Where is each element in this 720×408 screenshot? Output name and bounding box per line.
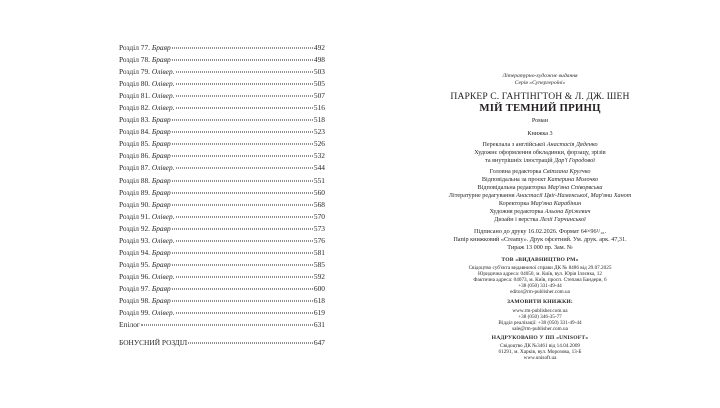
toc-chapter-number: Розділ 86. bbox=[119, 151, 150, 161]
corrector-line bbox=[412, 200, 668, 207]
toc-narrator: Олівер. bbox=[151, 235, 175, 245]
toc-row bbox=[119, 42, 325, 54]
toc-narrator: Браяр bbox=[151, 199, 171, 209]
toc-narrator: Олівер. bbox=[151, 308, 175, 318]
resp-editor-label: Відповідальна редакторка bbox=[477, 184, 547, 191]
toc-leader-dots bbox=[176, 216, 313, 217]
toc-leader-dots bbox=[176, 96, 313, 97]
toc-leader-dots bbox=[172, 156, 313, 157]
toc-narrator: Олівер. bbox=[151, 271, 175, 281]
toc-row bbox=[119, 283, 325, 295]
toc-leader-dots bbox=[172, 120, 313, 121]
toc-narrator: Браяр bbox=[151, 139, 171, 149]
toc-page-number: 523 bbox=[313, 127, 325, 137]
toc-narrator: Браяр bbox=[151, 223, 171, 233]
toc-chapter-number: Розділ 87. bbox=[119, 163, 150, 173]
toc-label bbox=[119, 66, 175, 78]
toc-label bbox=[119, 307, 175, 319]
genre-line: Літературно-художнє видання bbox=[502, 73, 578, 79]
toc-leader-dots bbox=[172, 132, 313, 133]
toc-chapter-number: Розділ 79. bbox=[119, 67, 150, 77]
order-website: www.rm-publisher.com.ua bbox=[512, 308, 568, 314]
toc-label bbox=[119, 319, 140, 331]
toc-leader-dots bbox=[172, 300, 313, 301]
authors: ПАРКЕР С. ГАНТІНГТОН & Л. ДЖ. ШЕН bbox=[450, 91, 630, 102]
toc-narrator: Браяр bbox=[151, 187, 171, 197]
project-label: Відповідальна за проєкт bbox=[481, 176, 546, 183]
toc-page-number: 600 bbox=[313, 283, 325, 293]
toc-leader-dots bbox=[176, 84, 313, 85]
toc-page-number: 505 bbox=[313, 79, 325, 89]
toc-page-number: 503 bbox=[313, 67, 325, 77]
toc-narrator: Браяр bbox=[151, 259, 171, 269]
toc-narrator: Олівер. bbox=[151, 79, 175, 89]
printer-website: www.unisoft.ua bbox=[523, 355, 557, 361]
toc-row bbox=[119, 162, 325, 174]
toc-page-number: 560 bbox=[313, 187, 325, 197]
toc-leader-dots bbox=[172, 60, 313, 61]
toc-leader-dots bbox=[188, 343, 313, 344]
publisher-phone: +38 (050) 331-49-44 bbox=[518, 283, 562, 289]
art-editor-label: Художня редакторка bbox=[489, 208, 544, 215]
toc-page-number: 498 bbox=[313, 55, 325, 65]
toc-narrator: Браяр bbox=[151, 151, 171, 161]
design-label-2: та внутрішніх ілюстрацій bbox=[485, 157, 553, 164]
toc-page-number: 585 bbox=[313, 259, 325, 269]
book-form: Роман bbox=[531, 117, 549, 124]
toc-page-number: 573 bbox=[313, 223, 325, 233]
toc-label bbox=[119, 247, 171, 259]
toc-page-number: 647 bbox=[313, 338, 325, 348]
printer-line-2: 61291, м. Харків, вул. Морозова, 13-Б bbox=[498, 349, 582, 355]
toc-label bbox=[119, 42, 171, 54]
editor: Світлана Кругчко bbox=[542, 168, 591, 175]
toc-label bbox=[119, 126, 171, 138]
toc-page-number: 516 bbox=[313, 103, 325, 113]
toc-row bbox=[119, 223, 325, 235]
toc-chapter-number: Розділ 94. bbox=[119, 247, 150, 257]
toc-leader-dots bbox=[172, 252, 313, 253]
toc-label bbox=[119, 175, 171, 187]
toc-narrator: Олівер. bbox=[151, 91, 175, 101]
toc-page-number: 581 bbox=[313, 247, 325, 257]
toc-label bbox=[119, 235, 175, 247]
toc-leader-dots bbox=[172, 204, 313, 205]
toc-label bbox=[119, 78, 175, 90]
toc-page-number: 592 bbox=[313, 271, 325, 281]
toc-row bbox=[119, 78, 325, 90]
toc-row bbox=[119, 138, 325, 150]
lit-editor-line bbox=[412, 192, 668, 199]
printed-heading: НАДРУКОВАНО У ПП «UNISOFT» bbox=[491, 335, 589, 341]
toc-label bbox=[119, 337, 187, 349]
toc-label bbox=[119, 283, 171, 295]
toc-label bbox=[119, 138, 171, 150]
order-sales: Відділ реалізації: +38 (050) 331-49-44 bbox=[498, 320, 582, 326]
toc-leader-dots bbox=[172, 180, 313, 181]
layout-line bbox=[412, 216, 668, 223]
art-editor: Альона Бріжевич bbox=[544, 208, 591, 215]
toc-page-number: 526 bbox=[313, 139, 325, 149]
toc-page-number: 570 bbox=[313, 211, 325, 221]
print-line-3: Тираж 13 000 пр. Зам. № bbox=[507, 244, 573, 251]
lit-editors: Анастасії Цвіґ-Наменської, Мар'яни Ханот bbox=[516, 192, 632, 199]
toc-row bbox=[119, 90, 325, 102]
toc-chapter-number: Розділ 99. bbox=[119, 308, 150, 318]
toc-leader-dots bbox=[176, 108, 313, 109]
toc-label bbox=[119, 150, 171, 162]
toc-narrator: Олівер. bbox=[151, 211, 175, 221]
toc-chapter-number: Розділ 95. bbox=[119, 259, 150, 269]
toc-label bbox=[119, 259, 171, 271]
print-line-1: Підписано до друку 16.02.2026. Формат 64×96¹/₁₆. bbox=[473, 228, 606, 235]
toc-page-number: 492 bbox=[313, 43, 325, 52]
art-editor-line bbox=[412, 208, 668, 215]
toc-chapter-number: Розділ 78. bbox=[119, 55, 150, 65]
editor-line bbox=[412, 168, 668, 175]
layout-label: Дизайн і верстка bbox=[494, 216, 539, 223]
toc-narrator: Олівер. bbox=[151, 103, 175, 113]
toc-row bbox=[119, 211, 325, 223]
toc-narrator: Олівер. bbox=[151, 163, 175, 173]
toc-narrator: Браяр bbox=[151, 283, 171, 293]
toc-page-number: 618 bbox=[313, 295, 325, 305]
toc-leader-dots bbox=[176, 276, 313, 277]
toc-chapter-number: Розділ 96. bbox=[119, 271, 150, 281]
toc-label bbox=[119, 54, 171, 66]
editor-label: Головна редакторка bbox=[489, 168, 542, 175]
series-line: Серія «Супергероїні» bbox=[514, 80, 566, 86]
toc-narrator: Браяр bbox=[151, 43, 171, 52]
toc-narrator: Браяр bbox=[151, 115, 171, 125]
toc-row bbox=[119, 247, 325, 259]
toc-row bbox=[119, 271, 325, 283]
toc-row bbox=[119, 307, 325, 319]
toc-row bbox=[119, 295, 325, 307]
toc-page-number: 544 bbox=[313, 163, 325, 173]
toc-page-number: 532 bbox=[313, 151, 325, 161]
toc-leader-dots bbox=[176, 168, 313, 169]
toc-page-number: 619 bbox=[313, 308, 325, 318]
toc-label bbox=[119, 199, 171, 211]
toc-page-number: 551 bbox=[313, 175, 325, 185]
order-phone: +38 (050) 346-35-77 bbox=[518, 314, 562, 320]
toc-chapter-number: Розділ 82. bbox=[119, 103, 150, 113]
toc-row bbox=[119, 175, 325, 187]
toc-chapter-number: Розділ 91. bbox=[119, 211, 150, 221]
toc-chapter-number: Розділ 98. bbox=[119, 295, 150, 305]
toc-leader-dots bbox=[176, 313, 313, 314]
print-line-2: Папір книжковий «Creamy». Друк офсетний. Ум. друк. арк. 47,31. bbox=[453, 236, 627, 243]
toc-leader-dots bbox=[172, 144, 313, 145]
design-line: Художнє оформлення обкладинки, форзацу, зрізів bbox=[474, 149, 606, 156]
imprint-page bbox=[360, 0, 720, 408]
toc-row bbox=[119, 259, 325, 271]
toc-row bbox=[119, 187, 325, 199]
toc-chapter-number: Розділ 90. bbox=[119, 199, 150, 209]
lit-editor-label: Літературне редагування bbox=[448, 192, 515, 199]
toc-page-number: 507 bbox=[313, 91, 325, 101]
toc-row bbox=[119, 102, 325, 114]
toc-row bbox=[119, 235, 325, 247]
publisher-email: editor@rm-publisher.com.ua bbox=[510, 289, 570, 295]
toc-chapter-number: Розділ 77. bbox=[119, 43, 150, 52]
resp-editor: Мар'яна Співорвська bbox=[547, 184, 603, 191]
order-email: sale@rm-publisher.com.ua bbox=[512, 326, 568, 332]
toc-page-number: 631 bbox=[313, 320, 325, 330]
project-manager: Катерина Молочко bbox=[547, 176, 599, 183]
toc-chapter-number: Розділ 93. bbox=[119, 235, 150, 245]
translation-label: Переклала з англійської bbox=[482, 141, 546, 148]
publisher-line-3: Фактична адреса: 04073, м. Київ, просп. Степана Бандери, 6 bbox=[473, 277, 607, 283]
toc-row bbox=[119, 54, 325, 66]
toc-label bbox=[119, 102, 175, 114]
toc-label bbox=[119, 114, 171, 126]
toc-chapter-number: Розділ 88. bbox=[119, 175, 150, 185]
toc-page-number: 568 bbox=[313, 199, 325, 209]
toc-label bbox=[119, 90, 175, 102]
toc-chapter-number: Розділ 92. bbox=[119, 223, 150, 233]
translation-line bbox=[412, 141, 668, 148]
toc-chapter-number: Розділ 97. bbox=[119, 283, 150, 293]
resp-editor-line bbox=[412, 184, 668, 191]
toc-row bbox=[119, 199, 325, 211]
imprint bbox=[360, 0, 720, 408]
table-of-contents bbox=[119, 42, 325, 349]
corrector: Мар'яна Карабінин bbox=[530, 200, 582, 207]
toc-leader-dots bbox=[141, 325, 313, 326]
publisher-line-2: Юридична адреса: 04050, м. Київ, вул. Юрія Іллєнка, 12 bbox=[478, 271, 602, 277]
toc-chapter-number: Розділ 83. bbox=[119, 115, 150, 125]
toc-row bbox=[119, 114, 325, 126]
publisher-line-1: Свідоцтво суб'єкта видавничої справи ДК № 8486 від 29.07.2025 bbox=[468, 265, 612, 271]
toc-narrator: Браяр bbox=[151, 295, 171, 305]
toc-chapter-number: Розділ 81. bbox=[119, 91, 150, 101]
translator: Анастасія Дяденко bbox=[546, 141, 598, 148]
toc-leader-dots bbox=[176, 240, 313, 241]
project-line bbox=[412, 176, 668, 183]
toc-leader-dots bbox=[176, 72, 313, 73]
toc-chapter-number: Епілог bbox=[119, 320, 140, 330]
toc-leader-dots bbox=[172, 288, 313, 289]
toc-leader-dots bbox=[172, 264, 313, 265]
toc-row bbox=[119, 126, 325, 138]
toc-leader-dots bbox=[172, 228, 313, 229]
corrector-label: Коректорка bbox=[498, 200, 529, 207]
toc-narrator: Браяр bbox=[151, 247, 171, 257]
toc-leader-dots bbox=[172, 192, 313, 193]
toc-chapter-number: Розділ 80. bbox=[119, 79, 150, 89]
toc-row bbox=[119, 66, 325, 78]
toc-narrator: Браяр bbox=[151, 175, 171, 185]
toc-narrator: Олівер. bbox=[151, 67, 175, 77]
toc-label bbox=[119, 211, 175, 223]
toc-page-number: 518 bbox=[313, 115, 325, 125]
toc-leader-dots bbox=[172, 48, 313, 49]
toc-chapter-number: Розділ 85. bbox=[119, 139, 150, 149]
toc-page-number: 576 bbox=[313, 235, 325, 245]
toc-chapter-number: Розділ 89. bbox=[119, 187, 150, 197]
order-heading: ЗАМОВИТИ КНИЖКИ: bbox=[507, 299, 573, 305]
book-title: МІЙ ТЕМНИЙ ПРИНЦ bbox=[479, 102, 601, 114]
toc-narrator: Браяр bbox=[151, 127, 171, 137]
printer-line-1: Свідоцтво ДК №3461 від 14.04.2009 bbox=[499, 343, 581, 349]
layout-designer: Леліі Гарчинської bbox=[539, 216, 586, 223]
toc-narrator: Браяр bbox=[151, 55, 171, 65]
book-number: Книжка 3 bbox=[527, 130, 553, 137]
toc-chapter-number: БОНУСНИЙ РОЗДІЛ bbox=[119, 338, 188, 348]
designer: Дар'ї Городової bbox=[554, 157, 595, 164]
toc-label bbox=[119, 187, 171, 199]
publisher-name: ТОВ «ВИДАВНИЦТВО РМ» bbox=[501, 257, 579, 263]
toc-label bbox=[119, 223, 171, 235]
toc-row bbox=[119, 337, 325, 349]
toc-row bbox=[119, 319, 325, 331]
design-line-2 bbox=[412, 157, 668, 164]
toc-chapter-number: Розділ 84. bbox=[119, 127, 150, 137]
toc-label bbox=[119, 162, 175, 174]
toc-label bbox=[119, 295, 171, 307]
toc-label bbox=[119, 271, 175, 283]
toc-row bbox=[119, 150, 325, 162]
